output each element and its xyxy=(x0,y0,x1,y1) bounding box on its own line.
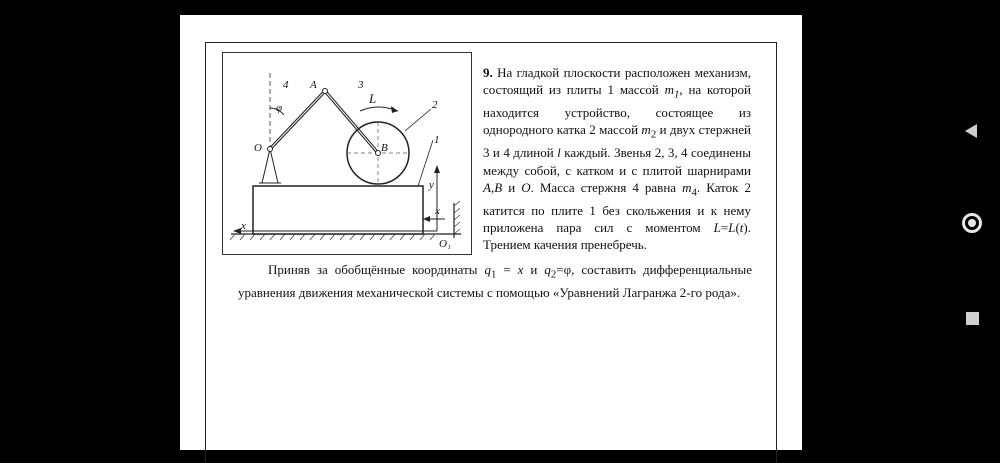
android-nav-bar xyxy=(945,0,1000,450)
task-statement: Приняв за обобщённые координаты $q_1 = x$ и $q_2=\varphi$, составить дифференциальные уравнения движения механической системы с помощью «Уравнений Лагранжа 2-го рода». xyxy=(238,262,752,300)
label-phi: φ xyxy=(276,102,283,114)
label-B: B xyxy=(381,142,388,154)
wall-hatch xyxy=(454,201,460,234)
label-O: O xyxy=(254,142,262,154)
label-L: L xyxy=(369,91,377,106)
problem-body: На гладкой плоскости расположен механизм, состоящий из плиты 1 массой $m_1$, на которой находится устройство, состоящее из однородного катка 2 массой $m_2$ и двух стержней 3 и 4 длиной l каждый. Звенья 2, 3, 4 соединены между собой, с катком и с плитой шарнирами А,В и О. Масса стержня 4 равна $m_4$. Каток 2 катится по плите 1 без скольжения и к нему приложена пара сил с моментом L=L(t). Трением качения пренебречь. xyxy=(483,65,752,253)
label-1: 1 xyxy=(434,134,440,146)
problem-statement xyxy=(483,64,751,254)
home-icon[interactable] xyxy=(962,213,982,233)
label-2: 2 xyxy=(432,99,438,111)
recent-apps-icon[interactable] xyxy=(966,312,979,325)
label-y: y xyxy=(429,179,434,191)
hinge-support xyxy=(262,149,278,183)
problem-number: 9. xyxy=(483,65,493,80)
label-3: 3 xyxy=(358,79,364,91)
back-icon[interactable] xyxy=(965,124,977,138)
label-x-axis: x xyxy=(241,220,246,232)
label-O1: O₁ xyxy=(439,238,451,250)
label-A: A xyxy=(310,79,317,91)
mechanism-diagram xyxy=(223,53,471,254)
mechanism-figure xyxy=(222,52,472,255)
label-4: 4 xyxy=(283,79,289,91)
ground-hatch xyxy=(230,234,435,240)
document-page xyxy=(180,15,802,450)
plate xyxy=(253,186,423,234)
label-x-dim: x xyxy=(435,205,440,217)
